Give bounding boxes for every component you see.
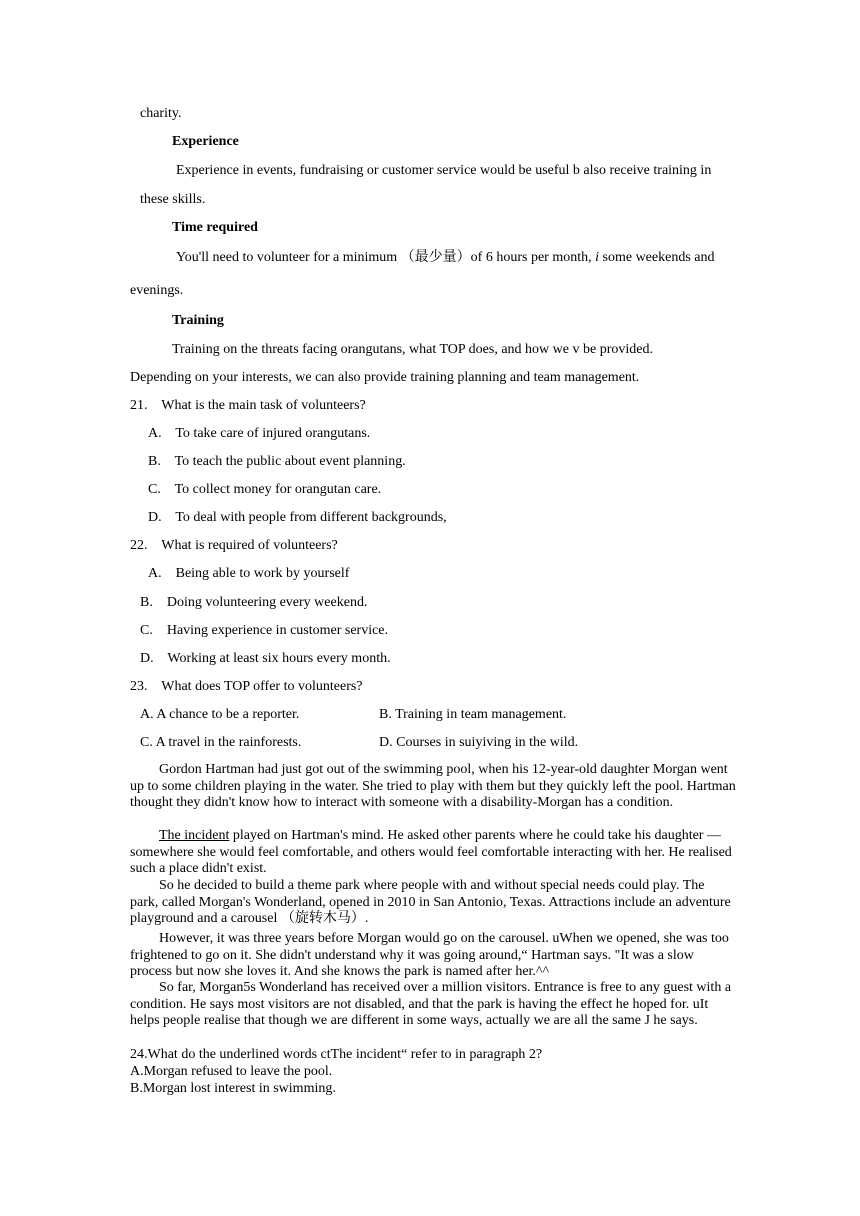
question-23-option-a: A. A chance to be a reporter. (140, 707, 300, 722)
question-22-option-c: C. Having experience in customer service. (140, 623, 389, 638)
experience-heading: Experience (172, 134, 239, 149)
passage-paragraph-2: The incident played on Hartman's mind. He asked other parents where he could take his daughter —somewhere she would feel comfortable, and others would feel comfortable interacting with her. He realised such a place didn't exist. (130, 828, 732, 876)
time-required-text-line2: evenings. (130, 283, 184, 298)
question-21-option-b: B. To teach the public about event planning. (148, 454, 406, 469)
question-21-option-c: C. To collect money for orangutan care. (148, 482, 382, 497)
passage-paragraph-3: So he decided to build a theme park where people with and without special needs could play. The park, called Morgan's Wonderland, opened in 2010 in San Antonio, Texas. Attractions include an adventure playground and a carousel （旋转木马）. (130, 878, 731, 926)
time-required-text-line1: You'll need to volunteer for a minimum （最少量）of 6 hours per month, i some weekends and (176, 250, 715, 265)
question-24-option-b: B.Morgan lost interest in swimming. (130, 1081, 336, 1096)
question-24-stem: 24.What do the underlined words ctThe incident“ refer to in paragraph 2? (130, 1047, 543, 1062)
training-text-line1: Training on the threats facing orangutans, what TOP does, and how we v be provided. (172, 342, 653, 357)
time-required-heading: Time required (172, 220, 258, 235)
question-22-option-d: D. Working at least six hours every month. (140, 651, 391, 666)
underlined-incident: The incident (159, 828, 230, 843)
question-23-option-d: D. Courses in suiyiving in the wild. (379, 735, 579, 750)
question-21-option-d: D. To deal with people from different backgrounds, (148, 510, 447, 525)
question-21-stem: 21. What is the main task of volunteers? (130, 398, 366, 413)
question-21-option-a: A. To take care of injured orangutans. (148, 426, 371, 441)
passage-paragraph-4: However, it was three years before Morgan would go on the carousel. uWhen we opened, she was too frightened to go on it. She didn't understand why it was going around,“ Hartman says. "It was a slow process but now she loves it. And she knows the park is named after her.^^ (130, 931, 729, 979)
charity-line: charity. (140, 106, 182, 121)
question-23-option-c: C. A travel in the rainforests. (140, 735, 302, 750)
training-text-line2: Depending on your interests, we can also provide training planning and team management. (130, 370, 640, 385)
experience-text-line1: Experience in events, fundraising or customer service would be useful b also receive training in (176, 163, 712, 178)
question-23-option-b: B. Training in team management. (379, 707, 567, 722)
passage-paragraph-5: So far, Morgan5s Wonderland has received over a million visitors. Entrance is free to any guest with a condition. He says most visitors are not disabled, and that the park is having the effect he hoped for. uIt helps people realise that though we are different in some ways, actually we are all the same J he says. (130, 980, 732, 1028)
question-22-option-a: A. Being able to work by yourself (148, 566, 350, 581)
question-23-stem: 23. What does TOP offer to volunteers? (130, 679, 363, 694)
question-24-option-a: A.Morgan refused to leave the pool. (130, 1064, 333, 1079)
question-22-stem: 22. What is required of volunteers? (130, 538, 338, 553)
training-heading: Training (172, 313, 224, 328)
experience-text-line2: these skills. (140, 192, 206, 207)
passage-paragraph-1: Gordon Hartman had just got out of the swimming pool, when his 12-year-old daughter Morgan went up to some children playing in the water. She tried to play with them but they quickly left the pool. Hartman thought they didn't know how to interact with someone with a disability-Morgan has a condition. (130, 762, 736, 810)
question-22-option-b: B. Doing volunteering every weekend. (140, 595, 368, 610)
